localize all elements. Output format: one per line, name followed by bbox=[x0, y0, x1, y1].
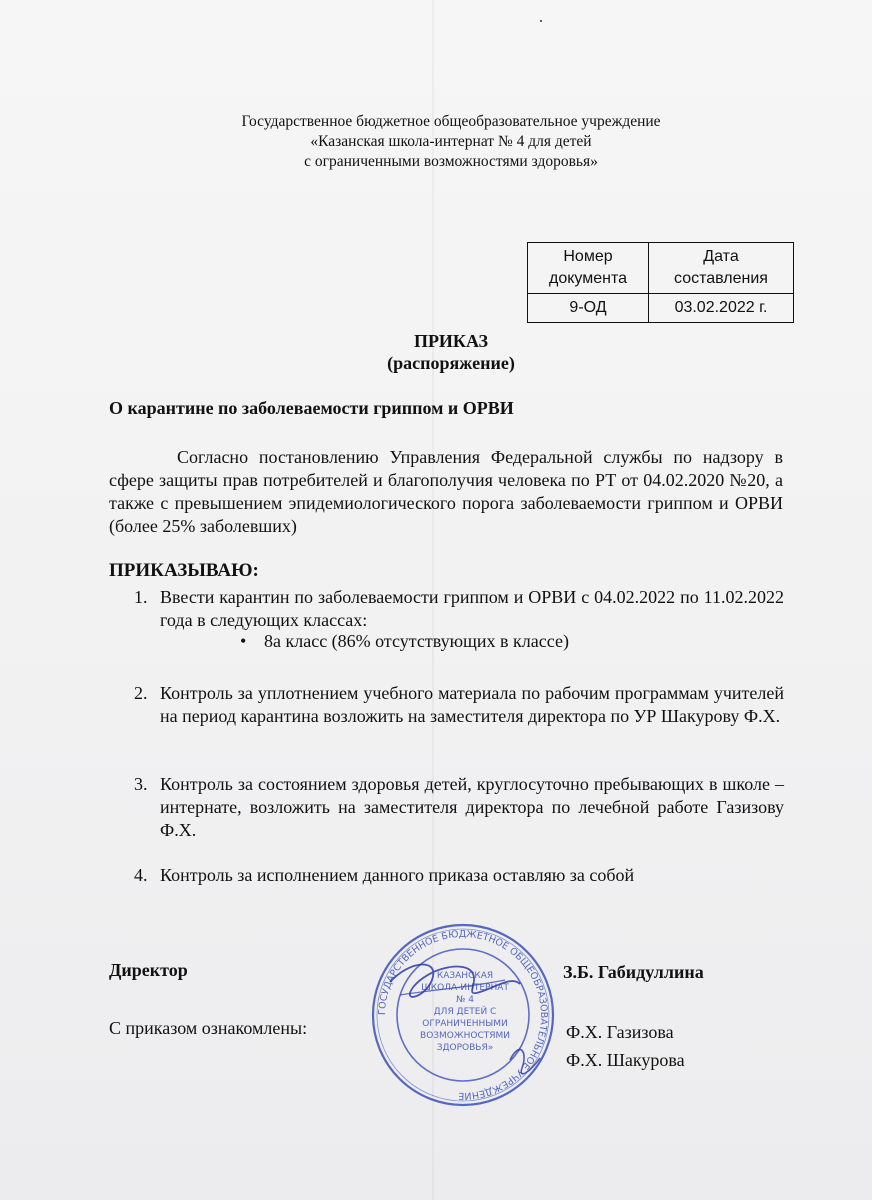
doc-number-header: Номер документа bbox=[528, 243, 649, 294]
doc-number-value: 9-ОД bbox=[528, 294, 649, 323]
stamp-outer-text: ГОСУДАРСТВЕННОЕ БЮДЖЕТНОЕ ОБЩЕОБРАЗОВАТЕЛЬНОЕ УЧРЕЖДЕНИЕ bbox=[376, 928, 550, 1102]
order-item-number: 2. bbox=[134, 683, 148, 703]
director-label: Директор bbox=[109, 960, 188, 980]
acknowledged-names bbox=[566, 1018, 685, 1074]
title-sub: (распоряжение) bbox=[387, 353, 515, 373]
order-item-number: 4. bbox=[134, 865, 148, 885]
header-line-1: Государственное бюджетное общеобразовательное учреждение bbox=[241, 113, 661, 130]
acknowledged-name: Ф.Х. Шакурова bbox=[566, 1050, 685, 1070]
stamp-line: ДЛЯ ДЕТЕЙ С bbox=[433, 1007, 497, 1017]
order-item-number: 3. bbox=[134, 774, 148, 794]
stamp-line: ШКОЛА-ИНТЕРНАТ bbox=[421, 983, 509, 993]
stamp-line: КАЗАНСКАЯ bbox=[436, 971, 494, 981]
intro-paragraph: Согласно постановлению Управления Федеральной службы по надзору в сфере защиты прав потребителей и благополучия человека по РТ от 04.02.2020 №20, а также с превышением эпидемиологического порога заболеваемости гриппом и ОРВИ (более 25% заболевших) bbox=[109, 447, 783, 536]
acknowledged-name: Ф.Х. Газизова bbox=[566, 1022, 674, 1042]
header-line-3: с ограниченными возможностями здоровья» bbox=[304, 153, 598, 170]
order-item-number: 1. bbox=[134, 587, 148, 607]
stamp-line: № 4 bbox=[456, 995, 474, 1005]
stamp-line: ОГРАНИЧЕННЫМИ bbox=[422, 1019, 508, 1029]
doc-date-header: Дата составления bbox=[649, 243, 794, 294]
doc-date-value: 03.02.2022 г. bbox=[649, 294, 794, 323]
class-list-text: 8а класс (86% отсутствующих в классе) bbox=[264, 631, 569, 651]
title-main: ПРИКАЗ bbox=[413, 331, 489, 351]
order-heading: ПРИКАЗЫВАЮ: bbox=[109, 560, 259, 581]
document-title bbox=[0, 330, 872, 374]
order-item-text: Контроль за уплотнением учебного материала по рабочим программам учителей на период карантина возложить на заместителя директора по УР Шакурову Ф.Х. bbox=[160, 683, 784, 726]
header-line-2: «Казанская школа-интернат № 4 для детей bbox=[310, 133, 592, 150]
director-signature-icon bbox=[370, 940, 570, 1090]
stamp-line: ЗДОРОВЬЯ» bbox=[436, 1043, 494, 1053]
order-item-text: Контроль за исполнением данного приказа оставляю за собой bbox=[160, 865, 635, 885]
document-number-table bbox=[527, 242, 794, 323]
order-item-text: Контроль за состоянием здоровья детей, круглосуточно пребывающих в школе – интернате, возложить на заместителя директора по лечебной работе Газизову Ф.Х. bbox=[160, 774, 784, 840]
paper-speck bbox=[540, 20, 542, 22]
document-subject: О карантине по заболеваемости гриппом и ОРВИ bbox=[109, 398, 514, 418]
stamp-line: ВОЗМОЖНОСТЯМИ bbox=[420, 1031, 510, 1041]
bullet-icon: • bbox=[240, 631, 247, 651]
order-item-text: Ввести карантин по заболеваемости гриппом и ОРВИ с 04.02.2022 по 11.02.2022 года в следующих классах: bbox=[160, 587, 784, 630]
institution-header bbox=[0, 112, 872, 172]
acknowledged-label: С приказом ознакомлены: bbox=[109, 1018, 308, 1038]
director-name: З.Б. Габидуллина bbox=[563, 962, 704, 982]
